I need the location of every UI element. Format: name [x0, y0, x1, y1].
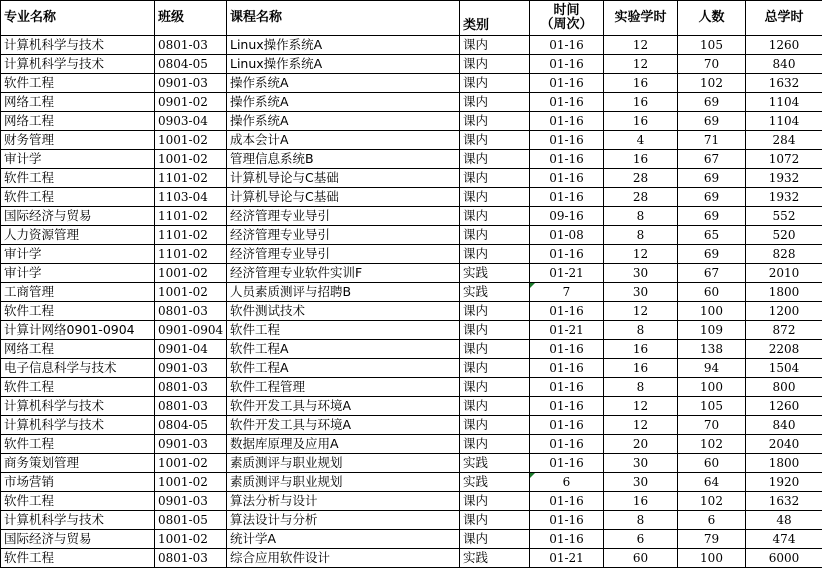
cell-class[interactable]: 1101-02 [155, 169, 227, 188]
cell-major[interactable]: 软件工程 [1, 492, 155, 511]
cell-major[interactable]: 审计学 [1, 245, 155, 264]
cell-class[interactable]: 0801-03 [155, 549, 227, 568]
cell-lab-hours[interactable]: 16 [604, 93, 678, 112]
cell-major[interactable]: 软件工程 [1, 378, 155, 397]
cell-time[interactable]: 09-16 [530, 207, 604, 226]
table-row [1, 74, 822, 93]
cell-total-hours[interactable]: 1504 [746, 359, 822, 378]
cell-course[interactable]: 经济管理专业导引 [227, 245, 460, 264]
cell-students[interactable]: 70 [678, 416, 746, 435]
cell-class[interactable]: 1001-02 [155, 131, 227, 150]
cell-course[interactable]: 操作系统A [227, 74, 460, 93]
cell-lab-hours[interactable]: 8 [604, 226, 678, 245]
cell-time[interactable]: 01-16 [530, 131, 604, 150]
cell-class[interactable]: 0804-05 [155, 416, 227, 435]
cell-class[interactable]: 1101-02 [155, 226, 227, 245]
cell-time[interactable]: 01-21 [530, 549, 604, 568]
cell-course[interactable]: 人员素质测评与招聘B [227, 283, 460, 302]
table-row [1, 226, 822, 245]
cell-total-hours[interactable]: 840 [746, 55, 822, 74]
cell-time[interactable]: 7 [530, 283, 604, 302]
cell-time[interactable]: 01-16 [530, 188, 604, 207]
cell-time[interactable]: 01-16 [530, 511, 604, 530]
cell-type[interactable]: 实践 [460, 549, 530, 568]
cell-type[interactable]: 课内 [460, 226, 530, 245]
cell-course[interactable]: 计算机导论与C基础 [227, 169, 460, 188]
cell-total-hours[interactable]: 1800 [746, 283, 822, 302]
cell-lab-hours[interactable]: 8 [604, 511, 678, 530]
cell-course[interactable]: Linux操作系统A [227, 55, 460, 74]
cell-type[interactable]: 实践 [460, 473, 530, 492]
cell-students[interactable]: 6 [678, 511, 746, 530]
cell-class[interactable]: 1001-02 [155, 530, 227, 549]
cell-type[interactable]: 课内 [460, 302, 530, 321]
cell-total-hours[interactable]: 2010 [746, 264, 822, 283]
cell-major[interactable]: 计算机科学与技术 [1, 511, 155, 530]
table-row [1, 454, 822, 473]
cell-students[interactable]: 69 [678, 169, 746, 188]
cell-students[interactable]: 102 [678, 492, 746, 511]
cell-lab-hours[interactable]: 16 [604, 359, 678, 378]
cell-students[interactable]: 105 [678, 397, 746, 416]
cell-lab-hours[interactable]: 16 [604, 150, 678, 169]
cell-total-hours[interactable]: 1800 [746, 454, 822, 473]
cell-students[interactable]: 71 [678, 131, 746, 150]
cell-students[interactable]: 60 [678, 283, 746, 302]
cell-total-hours[interactable]: 1072 [746, 150, 822, 169]
cell-students[interactable]: 105 [678, 36, 746, 55]
table-row [1, 530, 822, 549]
cell-students[interactable]: 69 [678, 245, 746, 264]
cell-type[interactable]: 课内 [460, 435, 530, 454]
cell-time[interactable]: 01-16 [530, 530, 604, 549]
cell-class[interactable]: 0903-04 [155, 112, 227, 131]
cell-course[interactable]: 素质测评与职业规划 [227, 473, 460, 492]
cell-major[interactable]: 计算机科学与技术 [1, 397, 155, 416]
cell-total-hours[interactable]: 800 [746, 378, 822, 397]
cell-time[interactable]: 01-16 [530, 416, 604, 435]
cell-class[interactable]: 0901-03 [155, 359, 227, 378]
cell-students[interactable]: 70 [678, 55, 746, 74]
cell-type[interactable]: 课内 [460, 112, 530, 131]
cell-class[interactable]: 1001-02 [155, 150, 227, 169]
cell-total-hours[interactable]: 1260 [746, 397, 822, 416]
cell-students[interactable]: 100 [678, 378, 746, 397]
cell-lab-hours[interactable]: 16 [604, 492, 678, 511]
cell-major[interactable]: 计算计网络0901-0904 [1, 321, 155, 340]
cell-major[interactable]: 网络工程 [1, 340, 155, 359]
cell-major[interactable]: 市场营销 [1, 473, 155, 492]
cell-major[interactable]: 网络工程 [1, 112, 155, 131]
cell-type[interactable]: 实践 [460, 454, 530, 473]
cell-class[interactable]: 1001-02 [155, 473, 227, 492]
cell-total-hours[interactable]: 6000 [746, 549, 822, 568]
cell-course[interactable]: 软件工程A [227, 359, 460, 378]
cell-type[interactable]: 课内 [460, 511, 530, 530]
cell-course[interactable]: 软件工程管理 [227, 378, 460, 397]
header-lab-hours[interactable]: 实验学时 [604, 1, 678, 36]
cell-course[interactable]: Linux操作系统A [227, 36, 460, 55]
table-row [1, 245, 822, 264]
cell-time[interactable]: 01-16 [530, 435, 604, 454]
cell-time[interactable]: 01-16 [530, 150, 604, 169]
cell-lab-hours[interactable]: 4 [604, 131, 678, 150]
cell-major[interactable]: 软件工程 [1, 435, 155, 454]
cell-type[interactable]: 课内 [460, 131, 530, 150]
cell-lab-hours[interactable]: 30 [604, 454, 678, 473]
cell-type[interactable]: 课内 [460, 340, 530, 359]
cell-total-hours[interactable]: 474 [746, 530, 822, 549]
cell-time[interactable]: 01-08 [530, 226, 604, 245]
cell-major[interactable]: 软件工程 [1, 169, 155, 188]
cell-students[interactable]: 69 [678, 112, 746, 131]
cell-lab-hours[interactable]: 30 [604, 264, 678, 283]
cell-course[interactable]: 素质测评与职业规划 [227, 454, 460, 473]
header-time[interactable] [530, 1, 604, 36]
header-time-line2: （周次） [533, 18, 600, 32]
cell-course[interactable]: 软件开发工具与环境A [227, 397, 460, 416]
table-row [1, 36, 822, 55]
header-students[interactable]: 人数 [678, 1, 746, 36]
cell-major[interactable]: 软件工程 [1, 74, 155, 93]
cell-class[interactable]: 0804-05 [155, 55, 227, 74]
cell-class[interactable]: 0801-03 [155, 302, 227, 321]
cell-type[interactable]: 课内 [460, 150, 530, 169]
cell-lab-hours[interactable]: 12 [604, 245, 678, 264]
cell-course[interactable]: 操作系统A [227, 93, 460, 112]
table-row [1, 435, 822, 454]
cell-course[interactable]: 软件开发工具与环境A [227, 416, 460, 435]
table-row [1, 264, 822, 283]
cell-total-hours[interactable]: 2208 [746, 340, 822, 359]
cell-time[interactable]: 01-16 [530, 55, 604, 74]
cell-type[interactable]: 课内 [460, 378, 530, 397]
cell-type[interactable]: 课内 [460, 36, 530, 55]
cell-time[interactable]: 01-16 [530, 302, 604, 321]
cell-lab-hours[interactable]: 16 [604, 112, 678, 131]
cell-type[interactable]: 课内 [460, 169, 530, 188]
header-row [1, 1, 822, 36]
cell-lab-hours[interactable]: 12 [604, 55, 678, 74]
cell-lab-hours[interactable]: 12 [604, 416, 678, 435]
cell-class[interactable]: 1001-02 [155, 283, 227, 302]
cell-class[interactable]: 0901-03 [155, 492, 227, 511]
table-row [1, 511, 822, 530]
cell-lab-hours[interactable]: 30 [604, 283, 678, 302]
cell-class[interactable]: 1001-02 [155, 264, 227, 283]
cell-course[interactable]: 统计学A [227, 530, 460, 549]
cell-lab-hours[interactable]: 8 [604, 207, 678, 226]
cell-lab-hours[interactable]: 8 [604, 378, 678, 397]
cell-major[interactable]: 计算机科学与技术 [1, 416, 155, 435]
cell-time[interactable]: 01-16 [530, 245, 604, 264]
table-row [1, 207, 822, 226]
cell-total-hours[interactable]: 1920 [746, 473, 822, 492]
cell-class[interactable]: 1001-02 [155, 454, 227, 473]
cell-lab-hours[interactable]: 12 [604, 302, 678, 321]
cell-type[interactable]: 课内 [460, 55, 530, 74]
cell-time[interactable]: 01-21 [530, 264, 604, 283]
cell-students[interactable]: 79 [678, 530, 746, 549]
cell-major[interactable]: 计算机科学与技术 [1, 36, 155, 55]
cell-time[interactable]: 01-16 [530, 378, 604, 397]
cell-type[interactable]: 课内 [460, 359, 530, 378]
cell-course[interactable]: 软件工程A [227, 340, 460, 359]
cell-time[interactable]: 01-16 [530, 112, 604, 131]
cell-course[interactable]: 经济管理专业软件实训F [227, 264, 460, 283]
cell-total-hours[interactable]: 1932 [746, 169, 822, 188]
cell-total-hours[interactable]: 1632 [746, 492, 822, 511]
table-row [1, 93, 822, 112]
cell-total-hours[interactable]: 840 [746, 416, 822, 435]
cell-total-hours[interactable]: 1932 [746, 188, 822, 207]
cell-type[interactable]: 课内 [460, 188, 530, 207]
header-type[interactable]: 类别 [460, 1, 530, 36]
cell-time[interactable]: 01-16 [530, 492, 604, 511]
cell-students[interactable]: 102 [678, 74, 746, 93]
cell-time[interactable]: 01-16 [530, 359, 604, 378]
table-row [1, 492, 822, 511]
cell-total-hours[interactable]: 1104 [746, 112, 822, 131]
table-row [1, 283, 822, 302]
table-row [1, 340, 822, 359]
cell-students[interactable]: 69 [678, 188, 746, 207]
cell-total-hours[interactable]: 284 [746, 131, 822, 150]
cell-lab-hours[interactable]: 16 [604, 340, 678, 359]
cell-major[interactable]: 国际经济与贸易 [1, 207, 155, 226]
cell-course[interactable]: 算法分析与设计 [227, 492, 460, 511]
cell-course[interactable]: 软件测试技术 [227, 302, 460, 321]
cell-total-hours[interactable]: 872 [746, 321, 822, 340]
cell-students[interactable]: 65 [678, 226, 746, 245]
cell-course[interactable]: 数据库原理及应用A [227, 435, 460, 454]
cell-class[interactable]: 0901-03 [155, 435, 227, 454]
header-course[interactable]: 课程名称 [227, 1, 460, 36]
cell-students[interactable]: 102 [678, 435, 746, 454]
cell-lab-hours[interactable]: 28 [604, 169, 678, 188]
cell-total-hours[interactable]: 1260 [746, 36, 822, 55]
cell-students[interactable]: 60 [678, 454, 746, 473]
table-row [1, 188, 822, 207]
cell-course[interactable]: 管理信息系统B [227, 150, 460, 169]
cell-major[interactable]: 网络工程 [1, 93, 155, 112]
cell-lab-hours[interactable]: 12 [604, 36, 678, 55]
cell-class[interactable]: 1103-04 [155, 188, 227, 207]
cell-type[interactable]: 课内 [460, 321, 530, 340]
cell-students[interactable]: 67 [678, 264, 746, 283]
cell-class[interactable]: 0901-0904 [155, 321, 227, 340]
cell-total-hours[interactable]: 1632 [746, 74, 822, 93]
cell-total-hours[interactable]: 552 [746, 207, 822, 226]
cell-total-hours[interactable]: 1104 [746, 93, 822, 112]
cell-total-hours[interactable]: 48 [746, 511, 822, 530]
cell-lab-hours[interactable]: 60 [604, 549, 678, 568]
table-row [1, 150, 822, 169]
table-row [1, 321, 822, 340]
cell-class[interactable]: 0801-03 [155, 397, 227, 416]
cell-major[interactable]: 计算机科学与技术 [1, 55, 155, 74]
header-time-line1: 时间 [533, 4, 600, 18]
cell-class[interactable]: 0901-02 [155, 93, 227, 112]
cell-type[interactable]: 实践 [460, 264, 530, 283]
cell-course[interactable]: 经济管理专业导引 [227, 226, 460, 245]
cell-students[interactable]: 69 [678, 207, 746, 226]
cell-course[interactable]: 软件工程 [227, 321, 460, 340]
cell-type[interactable]: 课内 [460, 74, 530, 93]
cell-students[interactable]: 94 [678, 359, 746, 378]
header-class[interactable]: 班级 [155, 1, 227, 36]
table-row [1, 112, 822, 131]
cell-total-hours[interactable]: 828 [746, 245, 822, 264]
cell-time[interactable]: 01-16 [530, 74, 604, 93]
cell-major[interactable]: 软件工程 [1, 549, 155, 568]
cell-major[interactable]: 软件工程 [1, 302, 155, 321]
table-row [1, 416, 822, 435]
cell-lab-hours[interactable]: 20 [604, 435, 678, 454]
cell-time[interactable]: 01-16 [530, 169, 604, 188]
cell-time[interactable]: 01-16 [530, 454, 604, 473]
cell-lab-hours[interactable]: 30 [604, 473, 678, 492]
cell-course[interactable]: 算法设计与分析 [227, 511, 460, 530]
cell-lab-hours[interactable]: 12 [604, 397, 678, 416]
cell-type[interactable]: 课内 [460, 207, 530, 226]
cell-students[interactable]: 69 [678, 93, 746, 112]
cell-course[interactable]: 综合应用软件设计 [227, 549, 460, 568]
header-major[interactable]: 专业名称 [1, 1, 155, 36]
cell-major[interactable]: 人力资源管理 [1, 226, 155, 245]
cell-course[interactable]: 计算机导论与C基础 [227, 188, 460, 207]
cell-type[interactable]: 课内 [460, 492, 530, 511]
cell-class[interactable]: 1101-02 [155, 245, 227, 264]
cell-major[interactable]: 财务管理 [1, 131, 155, 150]
cell-type[interactable]: 实践 [460, 283, 530, 302]
header-total-hours[interactable]: 总学时 [746, 1, 822, 36]
cell-total-hours[interactable]: 1200 [746, 302, 822, 321]
cell-students[interactable]: 138 [678, 340, 746, 359]
table-row [1, 473, 822, 492]
cell-major[interactable]: 审计学 [1, 150, 155, 169]
cell-class[interactable]: 0901-03 [155, 74, 227, 93]
cell-time[interactable]: 6 [530, 473, 604, 492]
cell-total-hours[interactable]: 2040 [746, 435, 822, 454]
cell-time[interactable]: 01-16 [530, 36, 604, 55]
cell-course[interactable]: 经济管理专业导引 [227, 207, 460, 226]
cell-course[interactable]: 成本会计A [227, 131, 460, 150]
cell-lab-hours[interactable]: 6 [604, 530, 678, 549]
cell-major[interactable]: 电子信息科学与技术 [1, 359, 155, 378]
cell-students[interactable]: 100 [678, 302, 746, 321]
table-row [1, 169, 822, 188]
cell-lab-hours[interactable]: 16 [604, 74, 678, 93]
cell-time[interactable]: 01-16 [530, 93, 604, 112]
table-row [1, 378, 822, 397]
table-row [1, 302, 822, 321]
cell-lab-hours[interactable]: 28 [604, 188, 678, 207]
cell-major[interactable]: 国际经济与贸易 [1, 530, 155, 549]
cell-students[interactable]: 109 [678, 321, 746, 340]
cell-class[interactable]: 0801-05 [155, 511, 227, 530]
cell-major[interactable]: 审计学 [1, 264, 155, 283]
table-row [1, 359, 822, 378]
cell-time[interactable]: 01-16 [530, 397, 604, 416]
cell-students[interactable]: 64 [678, 473, 746, 492]
cell-type[interactable]: 课内 [460, 245, 530, 264]
cell-time[interactable]: 01-21 [530, 321, 604, 340]
cell-total-hours[interactable]: 520 [746, 226, 822, 245]
cell-time[interactable]: 01-16 [530, 340, 604, 359]
cell-type[interactable]: 课内 [460, 397, 530, 416]
table-row [1, 397, 822, 416]
cell-students[interactable]: 67 [678, 150, 746, 169]
cell-class[interactable]: 0801-03 [155, 36, 227, 55]
cell-type[interactable]: 课内 [460, 530, 530, 549]
cell-major[interactable]: 工商管理 [1, 283, 155, 302]
cell-type[interactable]: 课内 [460, 416, 530, 435]
cell-class[interactable]: 1101-02 [155, 207, 227, 226]
table-row [1, 55, 822, 74]
cell-class[interactable]: 0801-03 [155, 378, 227, 397]
cell-course[interactable]: 操作系统A [227, 112, 460, 131]
cell-major[interactable]: 商务策划管理 [1, 454, 155, 473]
cell-class[interactable]: 0901-04 [155, 340, 227, 359]
cell-lab-hours[interactable]: 8 [604, 321, 678, 340]
cell-major[interactable]: 软件工程 [1, 188, 155, 207]
cell-type[interactable]: 课内 [460, 93, 530, 112]
cell-students[interactable]: 100 [678, 549, 746, 568]
table-row [1, 131, 822, 150]
